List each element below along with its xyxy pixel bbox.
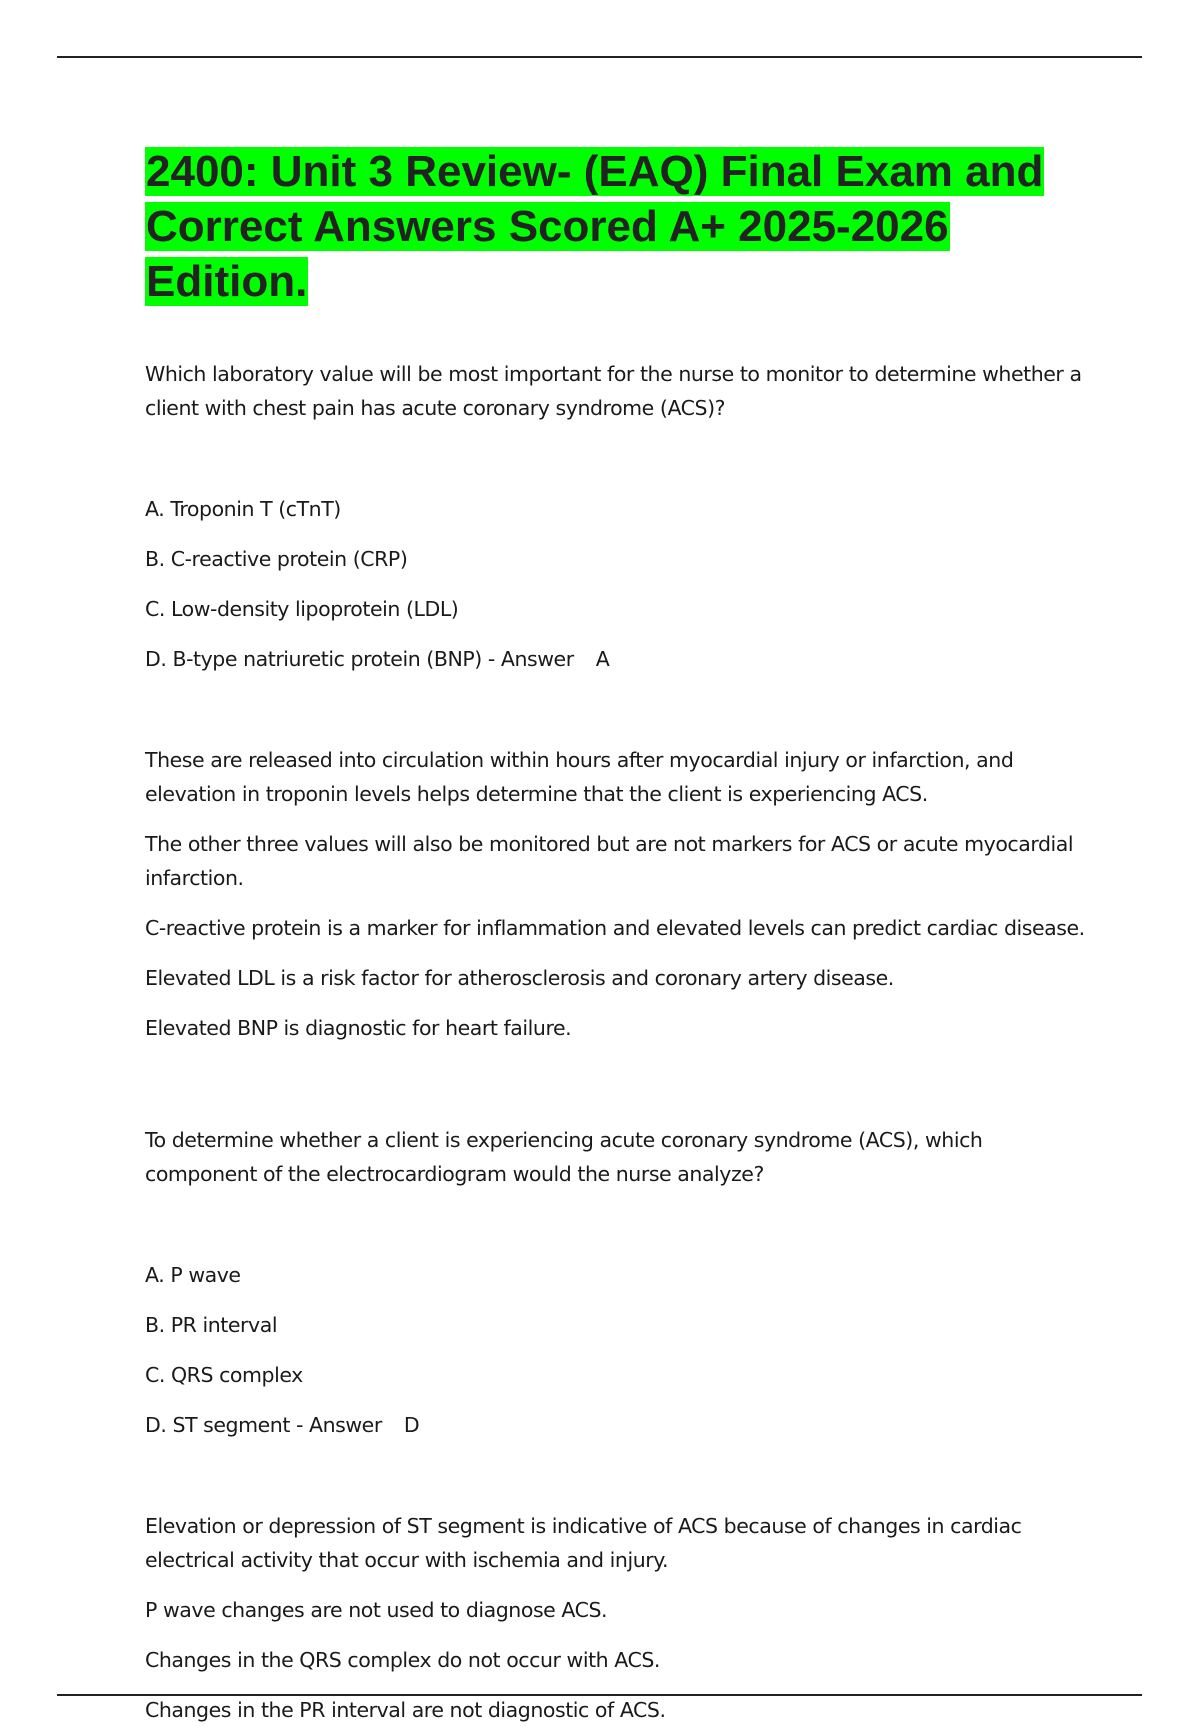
question-2-answer: D (403, 1413, 420, 1437)
question-1-options (145, 497, 1095, 671)
question-2-text: To determine whether a client is experiencing acute coronary syndrome (ACS), which component of the electrocardiogram would the nurse analyze? (145, 1128, 983, 1186)
question-2-explanation-line: Changes in the QRS complex do not occur with ACS. (145, 1648, 660, 1672)
title-highlight: 2400: Unit 3 Review- (EAQ) Final Exam and Correct Answers Scored A+ 2025-2026 Edition. (146, 147, 1044, 306)
question-1-explanation-line: Elevated BNP is diagnostic for heart failure. (145, 1016, 572, 1040)
question-1-answer: A (595, 647, 610, 671)
question-1-option-d (145, 647, 1095, 671)
question-2-explanation-line: Elevation or depression of ST segment is indicative of ACS because of changes in cardiac electrical activity that occur with ischemia and injury. (145, 1514, 1022, 1572)
question-1-text: Which laboratory value will be most important for the nurse to monitor to determine whether a client with chest pain has acute coronary syndrome (ACS)? (145, 362, 1082, 420)
bottom-rule (57, 1694, 1142, 1696)
question-2-explanation-line: Changes in the PR interval are not diagnostic of ACS. (145, 1698, 666, 1722)
question-2-explanation-line: P wave changes are not used to diagnose ACS. (145, 1598, 608, 1622)
question-1-option-c: C. Low-density lipoprotein (LDL) (145, 597, 459, 621)
question-1-option-d-text: D. B-type natriuretic protein (BNP) - Answer (145, 647, 574, 671)
document-body (145, 144, 1095, 1727)
question-2-option-d (145, 1413, 1095, 1437)
question-1-explanation-line: The other three values will also be monitored but are not markers for ACS or acute myocardial infarction. (145, 832, 1074, 890)
document-title (145, 144, 1095, 309)
question-1-explanation (145, 743, 1095, 1045)
top-rule (57, 56, 1142, 58)
question-1-option-a: A. Troponin T (cTnT) (145, 497, 341, 521)
question-2-option-a: A. P wave (145, 1263, 241, 1287)
question-1-option-b: B. C-reactive protein (CRP) (145, 547, 408, 571)
question-1-explanation-line: These are released into circulation within hours after myocardial injury or infarction, and elevation in troponin levels helps determine that the client is experiencing ACS. (145, 748, 1014, 806)
question-2-options (145, 1263, 1095, 1437)
question-2-option-d-text: D. ST segment - Answer (145, 1413, 382, 1437)
question-2-option-b: B. PR interval (145, 1313, 278, 1337)
question-1-explanation-line: C-reactive protein is a marker for inflammation and elevated levels can predict cardiac disease. (145, 916, 1085, 940)
question-2-option-c: C. QRS complex (145, 1363, 303, 1387)
question-1-explanation-line: Elevated LDL is a risk factor for atherosclerosis and coronary artery disease. (145, 966, 894, 990)
